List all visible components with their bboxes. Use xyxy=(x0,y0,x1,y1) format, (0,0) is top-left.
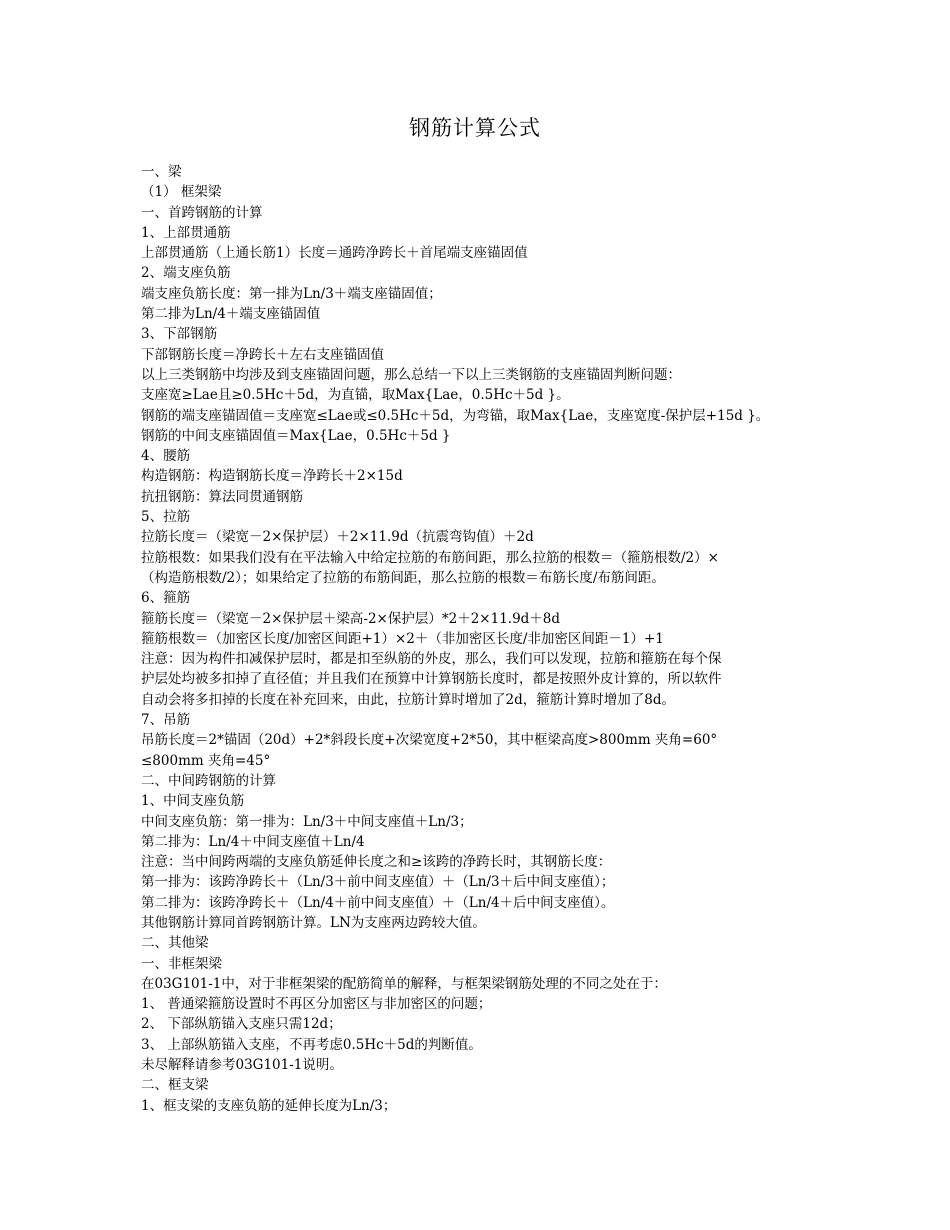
document-line: 端支座负筋长度：第一排为Ln/3＋端支座锚固值； xyxy=(141,285,442,302)
document-line: 在03G101-1中，对于非框架梁的配筋简单的解释，与框架梁钢筋处理的不同之处在于： xyxy=(141,975,667,992)
document-line: 一、首跨钢筋的计算 xyxy=(141,204,263,221)
document-body xyxy=(141,162,821,1116)
document-line: 二、中间跨钢筋的计算 xyxy=(141,772,276,789)
document-line: 4、腰筋 xyxy=(141,448,191,465)
document-line: 5、拉筋 xyxy=(141,509,191,526)
document-line: 第二排为：该跨净跨长＋（Ln/4＋前中间支座值）＋（Ln/4＋后中间支座值）。 xyxy=(141,894,615,911)
document-line: ≤800mm 夹角=45° xyxy=(141,752,271,769)
document-line: 二、框支梁 xyxy=(141,1077,209,1094)
document-line: 第一排为：该跨净跨长＋（Ln/3＋前中间支座值）＋（Ln/3＋后中间支座值）； xyxy=(141,874,615,891)
document-line: 1、 普通梁箍筋设置时不再区分加密区与非加密区的问题； xyxy=(141,996,492,1013)
document-line: 箍筋长度＝（梁宽－2×保护层＋梁高-2×保护层）*2＋2×11.9d＋8d xyxy=(141,610,561,627)
document-line: 2、端支座负筋 xyxy=(141,265,231,282)
document-line: 自动会将多扣掉的长度在补充回来，由此，拉筋计算时增加了2d，箍筋计算时增加了8d。 xyxy=(141,691,675,708)
document-line: 注意：当中间跨两端的支座负筋延伸长度之和≥该跨的净跨长时，其钢筋长度： xyxy=(141,854,612,871)
document-line: （1） 框架梁 xyxy=(141,184,222,201)
document-line: 第二排为：Ln/4＋中间支座值＋Ln/4 xyxy=(141,833,365,850)
document-line: 钢筋的中间支座锚固值＝Max{Lae，0.5Hc＋5d } xyxy=(141,427,451,444)
document-line: 1、框支梁的支座负筋的延伸长度为Ln/3； xyxy=(141,1097,397,1114)
document-line: 拉筋长度＝（梁宽－2×保护层）＋2×11.9d（抗震弯钩值）＋2d xyxy=(141,529,534,546)
document-line: 中间支座负筋：第一排为：Ln/3＋中间支座值＋Ln/3； xyxy=(141,813,473,830)
document-line: 以上三类钢筋中均涉及到支座锚固问题，那么总结一下以上三类钢筋的支座锚固判断问题： xyxy=(141,366,681,383)
document-line: 二、其他梁 xyxy=(141,935,209,952)
document-line: 一、非框架梁 xyxy=(141,955,222,972)
document-line: 护层处均被多扣掉了直径值；并且我们在预算中计算钢筋长度时，都是按照外皮计算的，所以软件 xyxy=(141,671,722,688)
document-line: 拉筋根数：如果我们没有在平法输入中给定拉筋的布筋间距，那么拉筋的根数＝（箍筋根数/2）× xyxy=(141,549,719,566)
document-line: 2、 下部纵筋锚入支座只需12d； xyxy=(141,1016,342,1033)
document-line: 下部钢筋长度＝净跨长＋左右支座锚固值 xyxy=(141,346,384,363)
document-line: 未尽解释请参考03G101-1说明。 xyxy=(141,1057,343,1074)
document-line: 其他钢筋计算同首跨钢筋计算。LN为支座两边跨较大值。 xyxy=(141,914,486,931)
document-line: 1、上部贯通筋 xyxy=(141,224,231,241)
document-line: 3、 上部纵筋锚入支座，不再考虑0.5Hc＋5d的判断值。 xyxy=(141,1036,482,1053)
document-line: （构造筋根数/2）；如果给定了拉筋的布筋间距，那么拉筋的根数＝布筋长度/布筋间距。 xyxy=(141,569,665,586)
document-line: 抗扭钢筋：算法同贯通钢筋 xyxy=(141,488,303,505)
document-line: 3、下部钢筋 xyxy=(141,326,218,343)
document-line: 1、中间支座负筋 xyxy=(141,793,245,810)
document-line: 构造钢筋：构造钢筋长度＝净跨长＋2×15d xyxy=(141,468,403,485)
document-line: 吊筋长度＝2*锚固（20d）+2*斜段长度+次梁宽度+2*50，其中框梁高度>800mm 夹角=60° xyxy=(141,732,718,749)
document-line: 第二排为Ln/4＋端支座锚固值 xyxy=(141,306,321,323)
document-title: 钢筋计算公式 xyxy=(409,116,541,140)
document-line: 钢筋的端支座锚固值＝支座宽≤Lae或≤0.5Hc＋5d，为弯锚，取Max{Lae，支座宽度-保护层+15d }。 xyxy=(141,407,770,424)
document-line: 支座宽≥Lae且≥0.5Hc＋5d，为直锚，取Max{Lae，0.5Hc＋5d }。 xyxy=(141,387,570,404)
document-line: 上部贯通筋（上通长筋1）长度＝通跨净跨长＋首尾端支座锚固值 xyxy=(141,245,528,262)
document-line: 注意：因为构件扣减保护层时，都是扣至纵筋的外皮，那么，我们可以发现，拉筋和箍筋在每个保 xyxy=(141,651,722,668)
document-line: 7、吊筋 xyxy=(141,712,191,729)
document-line: 箍筋根数＝（加密区长度/加密区间距+1）×2＋（非加密区长度/非加密区间距－1）+1 xyxy=(141,630,664,647)
document-line: 6、箍筋 xyxy=(141,590,191,607)
document-line: 一、梁 xyxy=(141,164,182,180)
